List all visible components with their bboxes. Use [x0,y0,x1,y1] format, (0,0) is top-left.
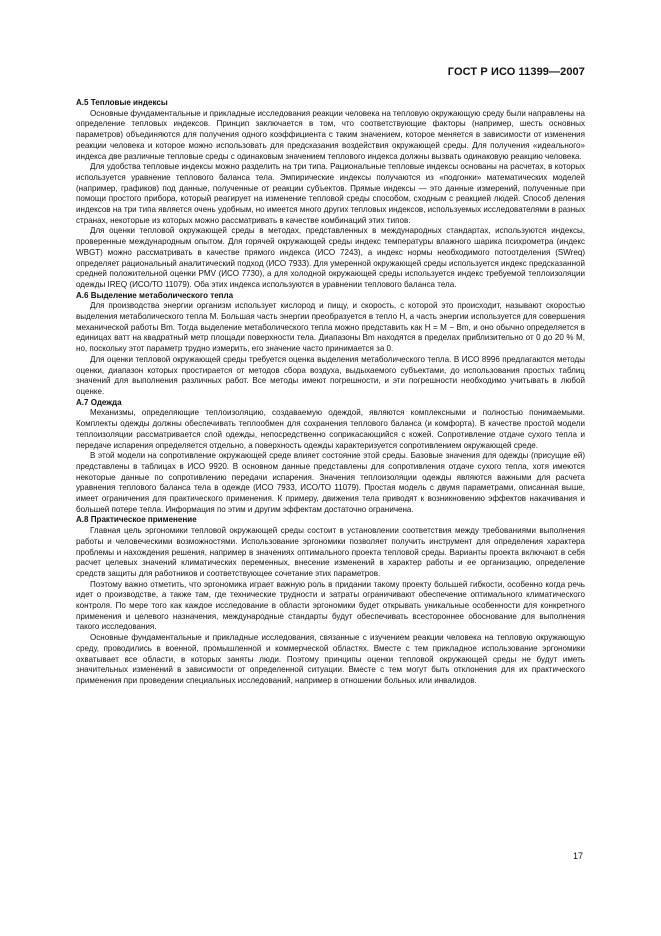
paragraph: Для оценки тепловой окружающей среды в методах, представленных в международных стандартах, используются индексы, проверенные международным опытом. Для горячей окружающей среды индекс температуры влажного шарика психрометра (индекс WBGT) можно рассматривать в качестве прямого индекса (ИСО 7243), а индекс нормы необходимого потоотделения (SWreq) определяет рациональный аналитический подход (ИСО 7933). Для умеренной окружающей среды используется индекс предсказанной средней положительной оценки PMV (ИСО 7730), а для холодной окружающей среды используется индекс требуемой теплоизоляции одежды IREQ (ИСО/ТО 11079). Оба этих индекса используются в уравнении теплового баланса тела. [76,226,585,289]
document-header: ГОСТ Р ИСО 11399—2007 [447,66,585,78]
paragraph: Для производства энергии организм использует кислород и пищу, и скорость, с которой это происходит, называют скоростью выделения метаболического тепла M. Большая часть энергии преобразуется в тепло H, а часть энергии используется для совершения механической работы Bm. Тогда выделение метаболического тепла можно представить как H = M − Bm, и оно обычно определяется в единицах ватт на квадратный метр площади поверхности тела. Диапазоны Bm находятся в пределах приблизительно от 0 до 20 % M, но, поскольку этот параметр трудно измерить, его значение часто принимается за 0. [76,301,585,354]
paragraph: Основные фундаментальные и прикладные исследования, связанные с изучением реакции человека на тепловую окружающую среду, проводились в военной, промышленной и коммерческой областях. Вместе с тем прикладное использование эргономики охватывает все области, в которых заняты люди. Поэтому принципы оценки тепловой окружающей среды не будут иметь значительных изменений в зависимости от определенной ситуации. Вместе с тем могут быть отклонения для их практического применения при проведении специальных исследований, например в отношении больных или инвалидов. [76,633,585,685]
paragraph: Поэтому важно отметить, что эргономика играет важную роль в придании такому проекту большей гибкости, особенно когда речь идет о производстве, а также там, где технические трудности и затраты ограничивают обеспечение оптимального климатического контроля. По мере того как каждое исследование в области эргономики будет открывать уникальные особенности для конкретного применения и целевого назначения, международные стандарты будут обеспечивать всестороннее обоснование для выполнения такого исследования. [76,579,585,632]
paragraph: Механизмы, определяющие теплоизоляцию, создаваемую одеждой, являются комплексными и полностью понимаемыми. Комплекты одежды должны обеспечивать теплообмен для сохранения теплового баланса (и комфорта). В качестве простой модели теплоизоляции рассматривается слой одежды, непосредственно соприкасающийся с кожей. Сопротивление отдаче сухого тепла и передаче испарения определяется отдельно, а поверхность одежды характеризуется сопротивлением окружающей среде. [76,408,585,450]
document-body [76,98,585,687]
paragraph: В этой модели на сопротивление окружающей среде влияет состояние этой среды. Базовые значения для одежды (присущие ей) представлены в таблицах в ИСО 9920. В основном данные представлены для сопротивления отдаче сухого тепла, хотя имеются некоторые данные по сопротивлению передачи испарения. Значения теплоизоляции одежды являются важными для расчета уравнения теплового баланса тела в одежде (ИСО 7933, ИСО/ТО 11079). Простая модель с двумя параметрами, описанная выше, имеет ограничения для практического применения. К примеру, движения тела приводят к возникновению эффектов накачивания и большей потере тепла. Информация по этим и другим эффектам достаточно ограничена. [76,451,585,514]
section-heading-a5: А.5 Тепловые индексы [76,98,168,107]
paragraph: Главная цель эргономики тепловой окружающей среды состоит в установлении соответствия между требованиями выполнения работы и человеческими возможностями. Использование эргономики позволяет получить инструмент для определения характера проблемы и нахождения решения, например в значениях оптимального проекта тепловой среды. Варианты проекта включают в себя расчет целевых значений климатических переменных, внесение изменений в характер работы и ее организацию, определение средств защиты для работников и соответствующее сочетание этих параметров. [76,526,585,578]
paragraph: Для удобства тепловые индексы можно разделить на три типа. Рациональные тепловые индексы основаны на расчетах, в которых используется уравнение теплового баланса тела. Эмпирические индексы получаются из «подгонки» математических моделей (например, графиков) под данные, полученные от реакции субъектов. Прямые индексы — это данные измерений, полученные при помощи простого прибора, который реагирует на изменение тепловой среды способом, сходным с реакцией людей. Способ деления индексов на три типа является очень удобным, но имеется много других тепловых индексов, используемых исследователями в разных странах, некоторые из которых можно рассматривать в качестве комбинаций этих типов. [76,162,585,225]
section-heading-a8: А.8 Практическое применение [76,515,197,525]
paragraph: Основные фундаментальные и прикладные исследования реакции человека на тепловую окружающую среду были направлены на определение тепловых индексов. Принцип заключается в том, что соответствующие факторы (например, шесть основных параметров) объединяются для получения одного коэффициента с таким значением, которое меняется в зависимости от изменения реакции человека и которое можно использовать для предсказания воздействия окружающей среды. Для получения «идеального» индекса две различные тепловые среды с одинаковым значением теплового индекса должны вызвать одинаковую реакцию человека. [76,108,585,161]
paragraph: Для оценки тепловой окружающей среды требуется оценка выделения метаболического тепла. В ИСО 8996 предлагаются методы оценки, диапазон которых простирается от методов сбора воздуха, выдыхаемого субъектами, до использования простых таблиц значений для выполнения различных работ. Все методы имеют погрешности, и эти погрешности необходимо учитывать в любой оценке. [76,354,585,396]
page-number: 17 [572,851,583,861]
section-heading-a7: А.7 Одежда [76,397,122,407]
section-heading-a6: А.6 Выделение метаболического тепла [76,290,234,300]
